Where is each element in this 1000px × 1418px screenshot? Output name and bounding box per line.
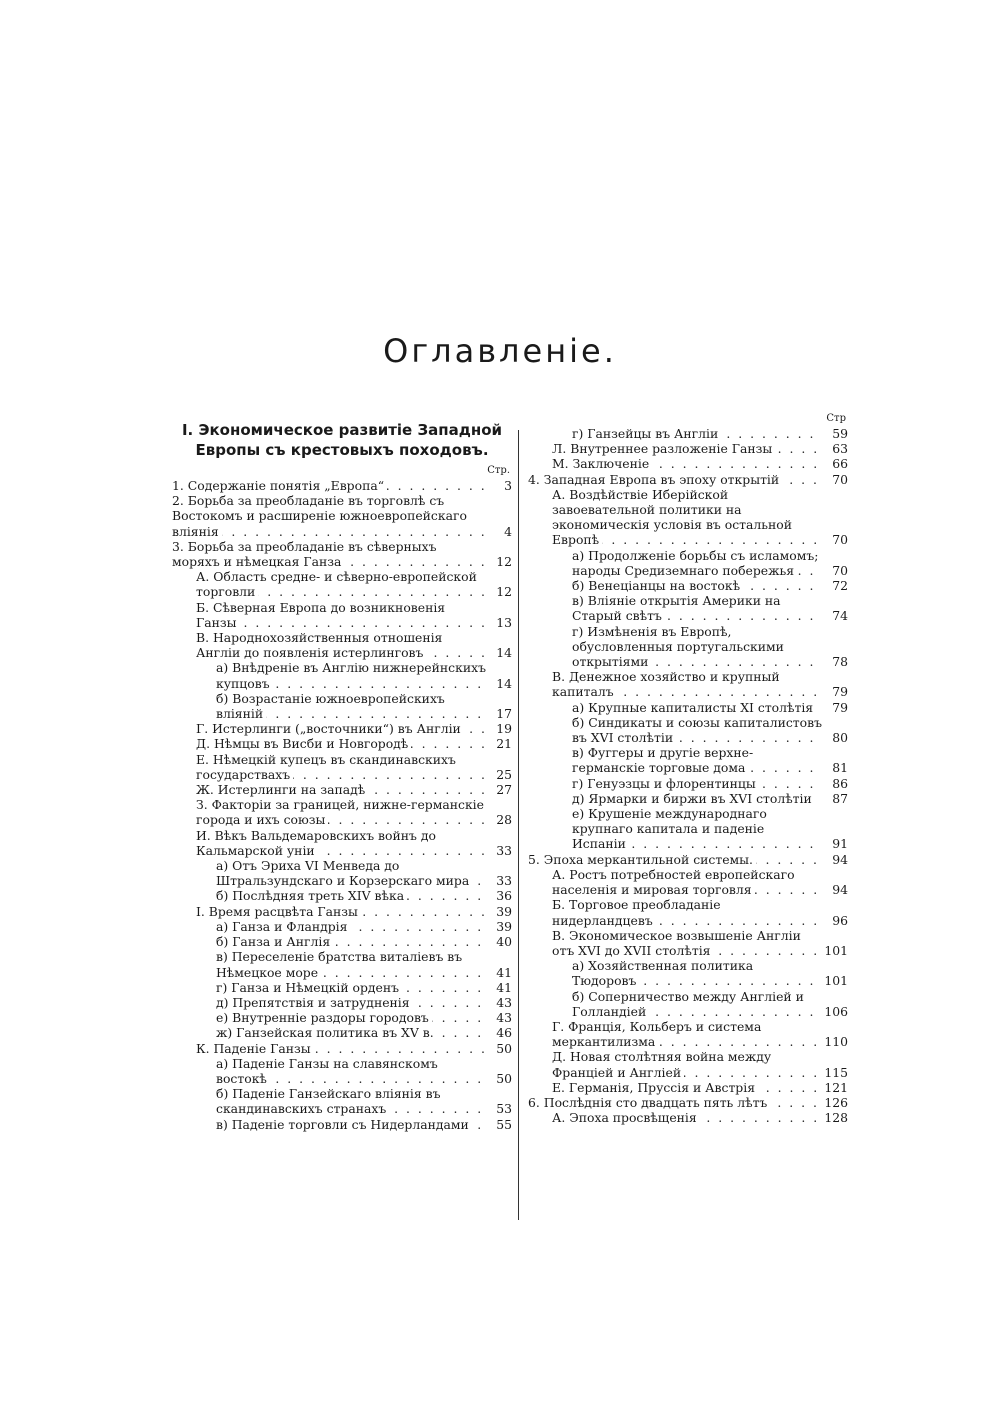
toc-entry bbox=[172, 934, 512, 949]
toc-entry-text: 6. Послѣднія сто двадцать пять лѣтъ bbox=[528, 1095, 770, 1110]
toc-entry-page: 79 bbox=[832, 699, 848, 715]
toc-entry bbox=[172, 919, 512, 934]
toc-entry-page: 36 bbox=[496, 888, 512, 904]
toc-entry-text: г) Измѣненія въ Европѣ, обусловленныя португальскими открытіями bbox=[572, 623, 784, 670]
toc-entry bbox=[172, 888, 512, 903]
toc-entry-page: 106 bbox=[824, 1003, 848, 1019]
toc-entry bbox=[528, 1049, 848, 1079]
toc-entry bbox=[528, 806, 848, 852]
toc-entry bbox=[528, 745, 848, 775]
toc-entry-text: В. Денежное хозяйство и крупный капиталъ bbox=[552, 669, 780, 700]
toc-right-list bbox=[528, 426, 848, 1125]
toc-entry bbox=[172, 660, 512, 690]
toc-entry bbox=[172, 782, 512, 797]
toc-entry bbox=[528, 989, 848, 1019]
toc-entry-text: 4. Западная Европа въ эпоху открытій bbox=[528, 472, 782, 487]
toc-entry bbox=[172, 1056, 512, 1086]
toc-entry-text: М. Заключеніе bbox=[552, 456, 652, 471]
toc-entry bbox=[528, 1019, 848, 1049]
toc-entry-text: б) Соперничество между Англіей и Голландіей bbox=[572, 988, 804, 1019]
toc-entry-page: 70 bbox=[832, 471, 848, 487]
toc-entry bbox=[528, 776, 848, 791]
toc-entry-text: 5. Эпоха меркантильной системы. bbox=[528, 852, 756, 867]
toc-entry-text: в) Переселеніе братства виталіевъ въ Нѣмецкое море bbox=[216, 949, 463, 980]
toc-entry-text: а) Продолженіе борьбы съ исламомъ; народы Средиземнаго побережья bbox=[572, 547, 819, 578]
toc-entry bbox=[528, 958, 848, 988]
toc-entry-text: Г. Франція, Кольберъ и система меркантилизма bbox=[552, 1018, 762, 1050]
toc-entry-page: 4 bbox=[504, 523, 512, 539]
toc-entry bbox=[528, 669, 848, 699]
toc-entry bbox=[172, 904, 512, 919]
toc-entry-text: Б. Торговое преобладаніе нидерландцевъ bbox=[552, 897, 721, 928]
toc-entry-text: а) Паденіе Ганзы на славянскомъ востокѣ bbox=[216, 1055, 438, 1086]
toc-entry-page: 3 bbox=[504, 478, 512, 493]
toc-entry-text: д) Ярмарки и биржи въ XVI столѣтіи bbox=[572, 791, 815, 806]
toc-entry-page: 33 bbox=[496, 842, 512, 858]
toc-entry bbox=[528, 456, 848, 471]
toc-entry bbox=[172, 569, 512, 599]
section-heading: I. Экономическое развитіе Западной Европы съ крестовыхъ походовъ. bbox=[181, 421, 503, 459]
page-label: Стр. bbox=[487, 465, 510, 476]
toc-entry-text: Б. Сѣверная Европа до возникновенія Ганзы bbox=[196, 599, 446, 630]
toc-entry-page: 28 bbox=[496, 812, 512, 828]
toc-entry-page: 79 bbox=[832, 684, 848, 700]
toc-entry-page: 128 bbox=[824, 1110, 848, 1126]
toc-entry bbox=[172, 721, 512, 736]
toc-entry-page: 43 bbox=[496, 1010, 512, 1026]
toc-entry-page: 19 bbox=[496, 721, 512, 737]
toc-entry-page: 121 bbox=[824, 1079, 848, 1095]
column-divider bbox=[518, 430, 519, 1220]
toc-entry-page: 53 bbox=[496, 1101, 512, 1117]
toc-entry bbox=[172, 1086, 512, 1116]
toc-entry-text: Л. Внутреннее разложеніе Ганзы bbox=[552, 441, 775, 456]
toc-entry-text: В. Народнохозяйственныя отношенія Англіи до появленія истерлинговъ bbox=[196, 630, 443, 661]
toc-entry-page: 41 bbox=[496, 979, 512, 995]
toc-right-column bbox=[528, 412, 848, 1125]
toc-entry-page: 94 bbox=[832, 851, 848, 867]
toc-entry-page: 101 bbox=[824, 942, 848, 958]
toc-entry-text: 1. Содержаніе понятія „Европа“ bbox=[172, 478, 387, 493]
toc-entry-page: 46 bbox=[496, 1025, 512, 1041]
toc-entry-page: 39 bbox=[496, 903, 512, 919]
toc-entry bbox=[172, 797, 512, 827]
toc-entry-page: 70 bbox=[832, 562, 848, 578]
toc-entry-page: 80 bbox=[832, 730, 848, 746]
toc-entry bbox=[172, 539, 512, 569]
toc-entry bbox=[528, 928, 848, 958]
toc-entry-text: г) Ганзейцы въ Англіи bbox=[572, 426, 721, 441]
toc-entry-page: 50 bbox=[496, 1070, 512, 1086]
toc-entry-page: 70 bbox=[832, 532, 848, 548]
toc-entry-page: 101 bbox=[824, 973, 848, 989]
toc-entry-text: А. Ростъ потребностей европейскаго населенія и мировая торговля bbox=[552, 866, 795, 898]
toc-entry bbox=[172, 691, 512, 721]
toc-entry-page: 17 bbox=[496, 706, 512, 722]
toc-left-list bbox=[172, 478, 512, 1132]
toc-entry-text: Д. Новая столѣтняя война между Франціей и Англіей bbox=[552, 1049, 772, 1080]
toc-entry-text: б) Возрастаніе южноевропейскихъ вліяній bbox=[216, 690, 445, 722]
toc-entry-page: 126 bbox=[824, 1094, 848, 1110]
toc-entry bbox=[528, 700, 848, 715]
toc-entry-page: 14 bbox=[496, 645, 512, 661]
toc-entry-text: З. Факторіи за границей, нижне-германскіе города и ихъ союзы bbox=[196, 797, 484, 828]
page-label: Стр bbox=[826, 413, 846, 424]
toc-entry-text: а) Внѣдреніе въ Англію нижнерейнскихъ купцовъ bbox=[216, 660, 486, 691]
toc-entry bbox=[528, 1080, 848, 1095]
toc-entry-page: 91 bbox=[832, 836, 848, 852]
toc-entry-page: 13 bbox=[496, 614, 512, 630]
toc-entry-page: 41 bbox=[496, 964, 512, 980]
page-title: Оглавленіе. bbox=[383, 332, 617, 370]
toc-entry-text: Ж. Истерлинги на западѣ bbox=[196, 782, 368, 797]
toc-entry bbox=[172, 630, 512, 660]
toc-entry-page: 78 bbox=[832, 654, 848, 670]
toc-entry-text: а) Отъ Эриха VI Менведа до Штральзундскаго и Корзерскаго мира bbox=[216, 858, 472, 888]
toc-entry-text: Е. Нѣмецкій купецъ въ скандинавскихъ государствахъ bbox=[196, 751, 456, 782]
toc-entry-text: б) Ганза и Англія bbox=[216, 934, 333, 949]
toc-entry-text: а) Ганза и Фландрія bbox=[216, 919, 350, 934]
toc-entry-text: А. Эпоха просвѣщенія bbox=[552, 1110, 700, 1125]
toc-entry bbox=[528, 472, 848, 487]
toc-entry-text: е) Внутренніе раздоры городовъ bbox=[216, 1010, 432, 1025]
toc-entry bbox=[172, 858, 512, 888]
toc-entry-text: И. Вѣкъ Вальдемаровскихъ войнъ до Кальмарской уніи bbox=[196, 827, 436, 858]
toc-entry-text: 3. Борьба за преобладаніе въ сѣверныхъ моряхъ и нѣмецкая Ганза bbox=[172, 538, 437, 570]
toc-entry bbox=[172, 1025, 512, 1040]
toc-entry-page: 43 bbox=[496, 994, 512, 1010]
toc-entry bbox=[528, 852, 848, 867]
toc-entry bbox=[172, 493, 512, 539]
toc-entry-page: 87 bbox=[832, 790, 848, 806]
toc-entry-page: 94 bbox=[832, 882, 848, 898]
toc-entry-page: 21 bbox=[496, 736, 512, 752]
toc-entry-text: В. Экономическое возвышеніе Англіи отъ XVI до XVII столѣтія bbox=[552, 927, 801, 958]
toc-entry bbox=[528, 426, 848, 441]
toc-entry bbox=[528, 791, 848, 806]
toc-entry-page: 12 bbox=[496, 584, 512, 600]
toc-entry bbox=[528, 867, 848, 897]
toc-entry-text: К. Паденіе Ганзы bbox=[196, 1041, 314, 1056]
toc-entry bbox=[528, 548, 848, 578]
toc-entry-page: 25 bbox=[496, 766, 512, 782]
toc-entry-text: ж) Ганзейская политика въ XV в. bbox=[216, 1025, 437, 1040]
toc-entry-text: а) Крупные капиталисты XI столѣтія bbox=[572, 700, 816, 715]
toc-entry-page: 115 bbox=[824, 1064, 848, 1080]
toc-entry-text: Г. Истерлинги („восточники“) въ Англіи bbox=[196, 721, 464, 736]
toc-entry bbox=[172, 478, 512, 493]
toc-entry bbox=[528, 578, 848, 593]
toc-left-column bbox=[172, 412, 512, 1132]
toc-entry bbox=[528, 1110, 848, 1125]
toc-entry-text: б) Синдикаты и союзы капиталистовъ въ XVI столѣтіи bbox=[572, 714, 822, 746]
toc-entry bbox=[528, 593, 848, 623]
toc-entry bbox=[172, 736, 512, 751]
toc-entry-text: А. Область средне- и сѣверно-европейской торговли bbox=[196, 569, 477, 600]
toc-entry-page: 81 bbox=[832, 760, 848, 776]
toc-entry-page: 63 bbox=[832, 441, 848, 457]
toc-entry bbox=[528, 487, 848, 548]
toc-entry-text: 2. Борьба за преобладаніе въ торговлѣ съ Востокомъ и расширеніе южноевропейскаго вліянія bbox=[172, 493, 467, 539]
toc-entry-page: 96 bbox=[832, 912, 848, 928]
toc-entry-text: в) Фуггеры и другіе верхне-германскіе торговые дома bbox=[572, 745, 754, 776]
toc-entry-page: 12 bbox=[496, 554, 512, 570]
toc-entry-page: 86 bbox=[832, 775, 848, 791]
toc-entry-text: б) Паденіе Ганзейскаго вліянія въ скандинавскихъ странахъ bbox=[216, 1086, 441, 1117]
toc-entry-page: 14 bbox=[496, 675, 512, 691]
toc-entry-text: Д. Нѣмцы въ Висби и Новгородѣ bbox=[196, 736, 411, 751]
toc-entry-page: 40 bbox=[496, 934, 512, 950]
toc-entry-page: 27 bbox=[496, 782, 512, 798]
toc-entry-page: 55 bbox=[496, 1116, 512, 1132]
toc-entry-text: в) Вліяніе открытія Америки на Старый свѣтъ bbox=[572, 593, 781, 624]
toc-entry bbox=[528, 441, 848, 456]
toc-entry-text: г) Генуэзцы и флорентинцы bbox=[572, 776, 759, 791]
toc-entry-text: Е. Германія, Пруссія и Австрія bbox=[552, 1080, 758, 1095]
toc-entry-page: 66 bbox=[832, 456, 848, 472]
toc-entry bbox=[528, 624, 848, 670]
toc-entry-page: 72 bbox=[832, 578, 848, 594]
toc-entry-page: 59 bbox=[832, 426, 848, 441]
toc-entry-text: д) Препятствія и затрудненія bbox=[216, 995, 413, 1010]
toc-entry bbox=[172, 1117, 512, 1132]
toc-entry-page: 50 bbox=[496, 1040, 512, 1056]
toc-entry-page: 33 bbox=[496, 873, 512, 889]
toc-entry bbox=[172, 949, 512, 979]
toc-entry-text: а) Хозяйственная политика Тюдоровъ bbox=[572, 958, 754, 989]
toc-entry bbox=[172, 980, 512, 995]
toc-entry bbox=[172, 1010, 512, 1025]
toc-entry bbox=[528, 1095, 848, 1110]
toc-entry-text: е) Крушеніе международнаго крупнаго капитала и паденіе Испаніи bbox=[572, 806, 767, 852]
toc-entry bbox=[172, 752, 512, 782]
toc-entry bbox=[172, 828, 512, 858]
toc-entry-page: 110 bbox=[824, 1034, 848, 1050]
toc-entry-page: 39 bbox=[496, 918, 512, 934]
toc-entry bbox=[172, 995, 512, 1010]
toc-entry bbox=[172, 1041, 512, 1056]
toc-entry-text: б) Венеціанцы на востокѣ bbox=[572, 578, 743, 593]
toc-entry-text: І. Время расцвѣта Ганзы bbox=[196, 904, 361, 919]
toc-entry bbox=[172, 600, 512, 630]
toc-entry-text: в) Паденіе торговли съ Нидерландами bbox=[216, 1117, 472, 1132]
toc-entry-text: б) Послѣдняя треть XIV вѣка bbox=[216, 888, 407, 903]
toc-entry-text: г) Ганза и Нѣмецкій орденъ bbox=[216, 980, 402, 995]
toc-entry-text: А. Воздѣйствіе Иберійской завоевательной политики на экономическія условія въ остальной Европѣ bbox=[552, 486, 792, 548]
toc-entry bbox=[528, 897, 848, 927]
toc-entry bbox=[528, 715, 848, 745]
toc-entry-page: 74 bbox=[832, 608, 848, 624]
